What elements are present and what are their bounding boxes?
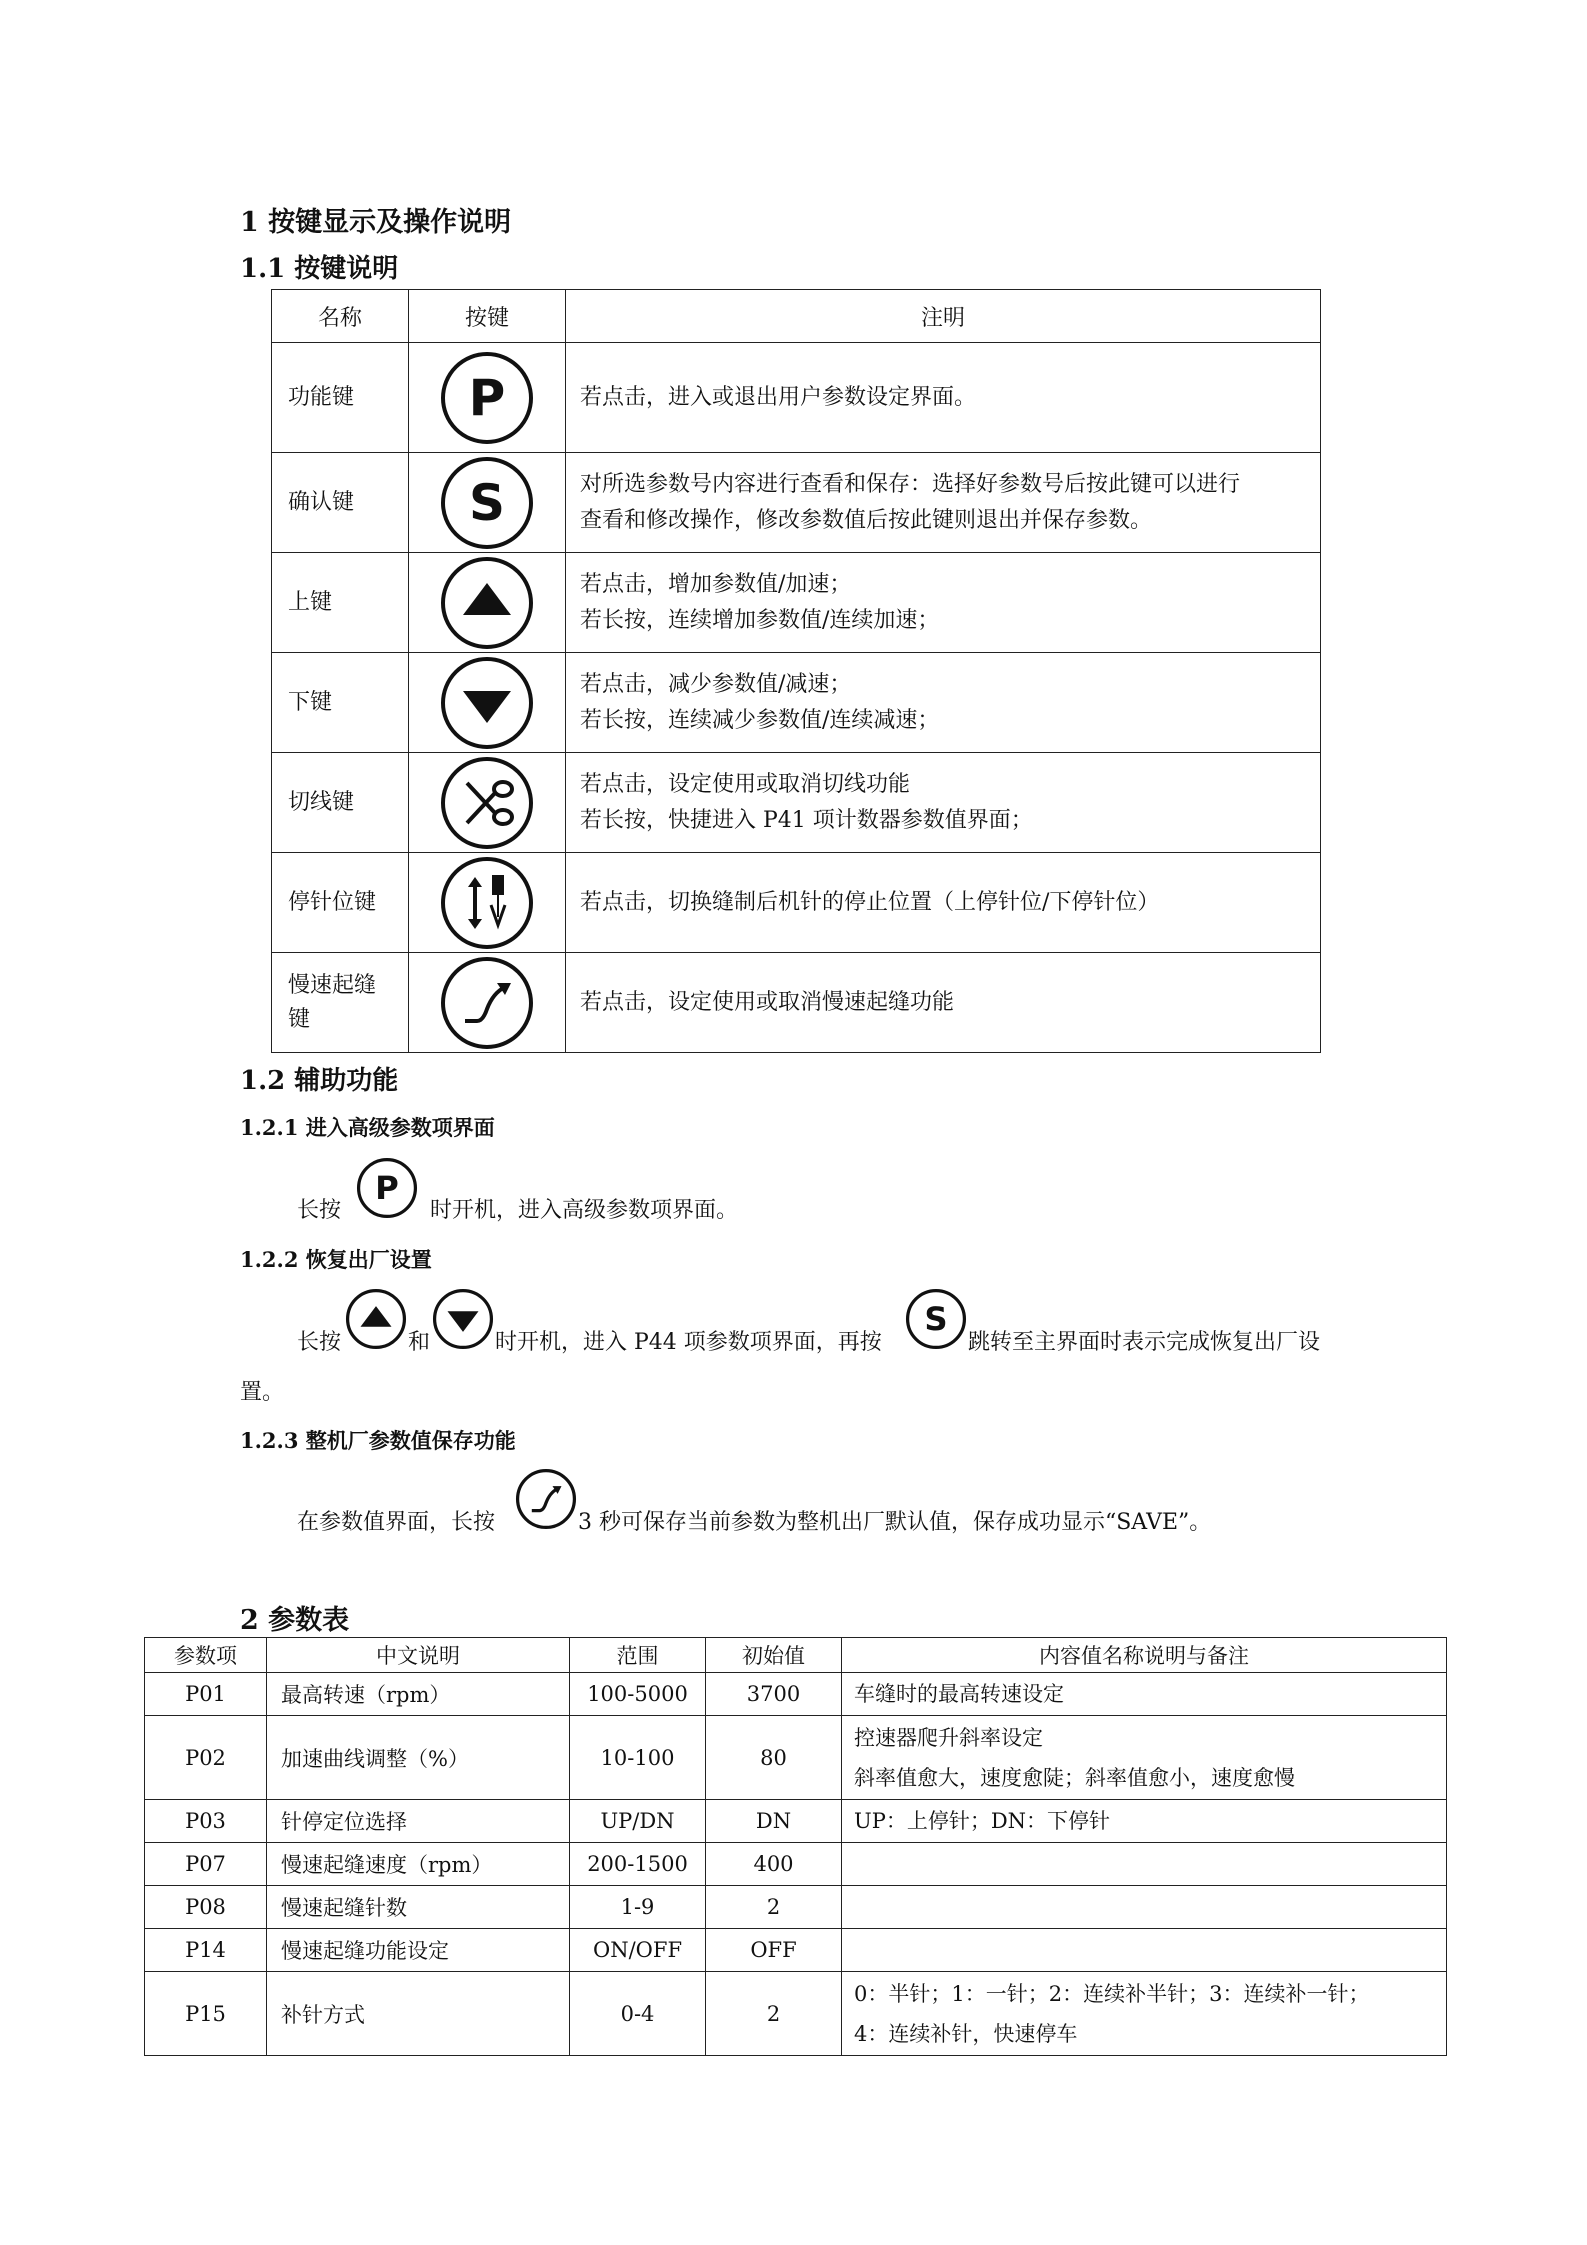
- s123-text-after: 3 秒可保存当前参数为整机出厂默认值，保存成功显示“SAVE”。: [578, 1510, 1212, 1535]
- section-2-title: 2 参数表: [240, 1605, 350, 1636]
- key-note-line: 若点击，设定使用或取消切线功能: [580, 771, 911, 797]
- param-id: P07: [145, 1843, 267, 1886]
- key-name: 键: [288, 1006, 311, 1032]
- table-row: [272, 453, 1321, 553]
- s121-text-after: 时开机，进入高级参数项界面。: [430, 1198, 739, 1223]
- param-note-line: 斜率值愈大，速度愈陡；斜率值愈小，速度愈慢: [854, 1765, 1295, 1790]
- table-row: [145, 1972, 1447, 2056]
- param-id: P01: [145, 1673, 267, 1716]
- param-desc: 最高转速（rpm）: [267, 1673, 570, 1716]
- key-note-line: 对所选参数号内容进行查看和保存：选择好参数号后按此键可以进行: [580, 471, 1241, 497]
- param-note-line: 4：连续补针，快速停车: [854, 2021, 1078, 2046]
- table-row: [272, 853, 1321, 953]
- key-name: 功能键: [272, 343, 409, 453]
- parameter-table: [144, 1637, 1447, 2056]
- s121-text-before: 长按: [297, 1198, 342, 1223]
- param-note-line: 0：半针；1：一针；2：连续补半针；3：连续补一针；: [854, 1981, 1370, 2006]
- slow-start-key-icon: [439, 955, 535, 1051]
- section-1-2-2-title: 1.2.2 恢复出厂设置: [240, 1247, 432, 1272]
- header-note: 注明: [566, 290, 1321, 343]
- param-default: 2: [706, 1886, 842, 1929]
- param-note: [842, 1843, 1447, 1886]
- header-name: 名称: [272, 290, 409, 343]
- param-note: 车缝时的最高转速设定: [842, 1673, 1447, 1716]
- down-arrow-key-icon: [432, 1288, 494, 1350]
- p-key-icon: [439, 350, 535, 446]
- key-table-header: [272, 290, 1321, 343]
- table-row: [145, 1673, 1447, 1716]
- param-id: P15: [145, 1972, 267, 2056]
- param-id: P14: [145, 1929, 267, 1972]
- key-note-line: 若长按，快捷进入 P41 项计数器参数值界面；: [580, 807, 1033, 833]
- s122-text-5: 置。: [240, 1380, 285, 1405]
- param-range: 0-4: [570, 1972, 706, 2056]
- key-note-line: 若点击，进入或退出用户参数设定界面。: [580, 384, 977, 410]
- key-name: 下键: [272, 653, 409, 753]
- param-table-header: [145, 1638, 1447, 1673]
- table-row: [272, 653, 1321, 753]
- up-arrow-key-icon: [345, 1288, 407, 1350]
- param-range: 1-9: [570, 1886, 706, 1929]
- section-1-1-title: 1.1 按键说明: [240, 254, 399, 284]
- header-param-id: 参数项: [145, 1638, 267, 1673]
- param-range: ON/OFF: [570, 1929, 706, 1972]
- svg-text:S: S: [468, 473, 506, 532]
- key-name: 确认键: [272, 453, 409, 553]
- header-notes: 内容值名称说明与备注: [842, 1638, 1447, 1673]
- param-default: OFF: [706, 1929, 842, 1972]
- header-key: 按键: [409, 290, 566, 343]
- key-name: 停针位键: [272, 853, 409, 953]
- param-default: 400: [706, 1843, 842, 1886]
- table-row: [145, 1929, 1447, 1972]
- param-note-line: 控速器爬升斜率设定: [854, 1725, 1043, 1750]
- param-default: 80: [706, 1716, 842, 1800]
- key-note-line: 查看和修改操作，修改参数值后按此键则退出并保存参数。: [580, 507, 1153, 533]
- param-id: P03: [145, 1800, 267, 1843]
- p-key-icon: [356, 1157, 418, 1219]
- scissors-key-icon: [439, 755, 535, 851]
- param-desc: 针停定位选择: [267, 1800, 570, 1843]
- param-default: 3700: [706, 1673, 842, 1716]
- table-row: [145, 1886, 1447, 1929]
- param-desc: 慢速起缝针数: [267, 1886, 570, 1929]
- key-note-line: 若点击，切换缝制后机针的停止位置（上停针位/下停针位）: [580, 889, 1160, 915]
- s-key-icon: [439, 455, 535, 551]
- header-description: 中文说明: [267, 1638, 570, 1673]
- table-row: [145, 1716, 1447, 1800]
- s123-text-before: 在参数值界面，长按: [297, 1510, 496, 1535]
- param-default: DN: [706, 1800, 842, 1843]
- s122-text-4: 跳转至主界面时表示完成恢复出厂设: [968, 1330, 1321, 1355]
- key-note-line: 若点击，增加参数值/加速；: [580, 571, 852, 597]
- table-row: [145, 1843, 1447, 1886]
- header-range: 范围: [570, 1638, 706, 1673]
- svg-text:P: P: [375, 1168, 399, 1207]
- key-name: 上键: [272, 553, 409, 653]
- key-note-line: 若长按，连续增加参数值/连续加速；: [580, 607, 940, 633]
- param-desc: 补针方式: [267, 1972, 570, 2056]
- key-note-line: 若点击，设定使用或取消慢速起缝功能: [580, 989, 955, 1015]
- section-1-2-title: 1.2 辅助功能: [240, 1066, 399, 1096]
- s122-text-3: 时开机，进入 P44 项参数项界面，再按: [495, 1330, 882, 1355]
- key-note-line: 若长按，连续减少参数值/连续减速；: [580, 707, 940, 733]
- param-note: [842, 1929, 1447, 1972]
- param-range: 200-1500: [570, 1843, 706, 1886]
- table-row: [272, 343, 1321, 453]
- up-arrow-key-icon: [439, 555, 535, 651]
- param-range: UP/DN: [570, 1800, 706, 1843]
- s-key-icon: [905, 1288, 967, 1350]
- header-default: 初始值: [706, 1638, 842, 1673]
- param-note: [842, 1886, 1447, 1929]
- param-note: UP：上停针；DN：下停针: [842, 1800, 1447, 1843]
- section-1-2-3-title: 1.2.3 整机厂参数值保存功能: [240, 1428, 516, 1453]
- param-default: 2: [706, 1972, 842, 2056]
- svg-text:S: S: [924, 1299, 948, 1338]
- section-1-2-1-title: 1.2.1 进入高级参数项界面: [240, 1115, 495, 1140]
- key-note-line: 若点击，减少参数值/减速；: [580, 671, 852, 697]
- table-row: [272, 953, 1321, 1053]
- param-desc: 慢速起缝功能设定: [267, 1929, 570, 1972]
- slow-start-key-icon: [515, 1468, 577, 1530]
- table-row: [145, 1800, 1447, 1843]
- key-name: 慢速起缝: [288, 972, 377, 998]
- param-desc: 慢速起缝速度（rpm）: [267, 1843, 570, 1886]
- s122-text-2: 和: [408, 1330, 431, 1355]
- param-id: P02: [145, 1716, 267, 1800]
- key-name: 切线键: [272, 753, 409, 853]
- key-table: [271, 289, 1321, 1053]
- s122-text-1: 长按: [297, 1330, 342, 1355]
- table-row: [272, 553, 1321, 653]
- section-1-title: 1 按键显示及操作说明: [240, 207, 512, 238]
- down-arrow-key-icon: [439, 655, 535, 751]
- param-id: P08: [145, 1886, 267, 1929]
- table-row: [272, 753, 1321, 853]
- param-desc: 加速曲线调整（%）: [267, 1716, 570, 1800]
- svg-text:P: P: [468, 368, 506, 427]
- needle-position-key-icon: [439, 855, 535, 951]
- param-range: 100-5000: [570, 1673, 706, 1716]
- param-range: 10-100: [570, 1716, 706, 1800]
